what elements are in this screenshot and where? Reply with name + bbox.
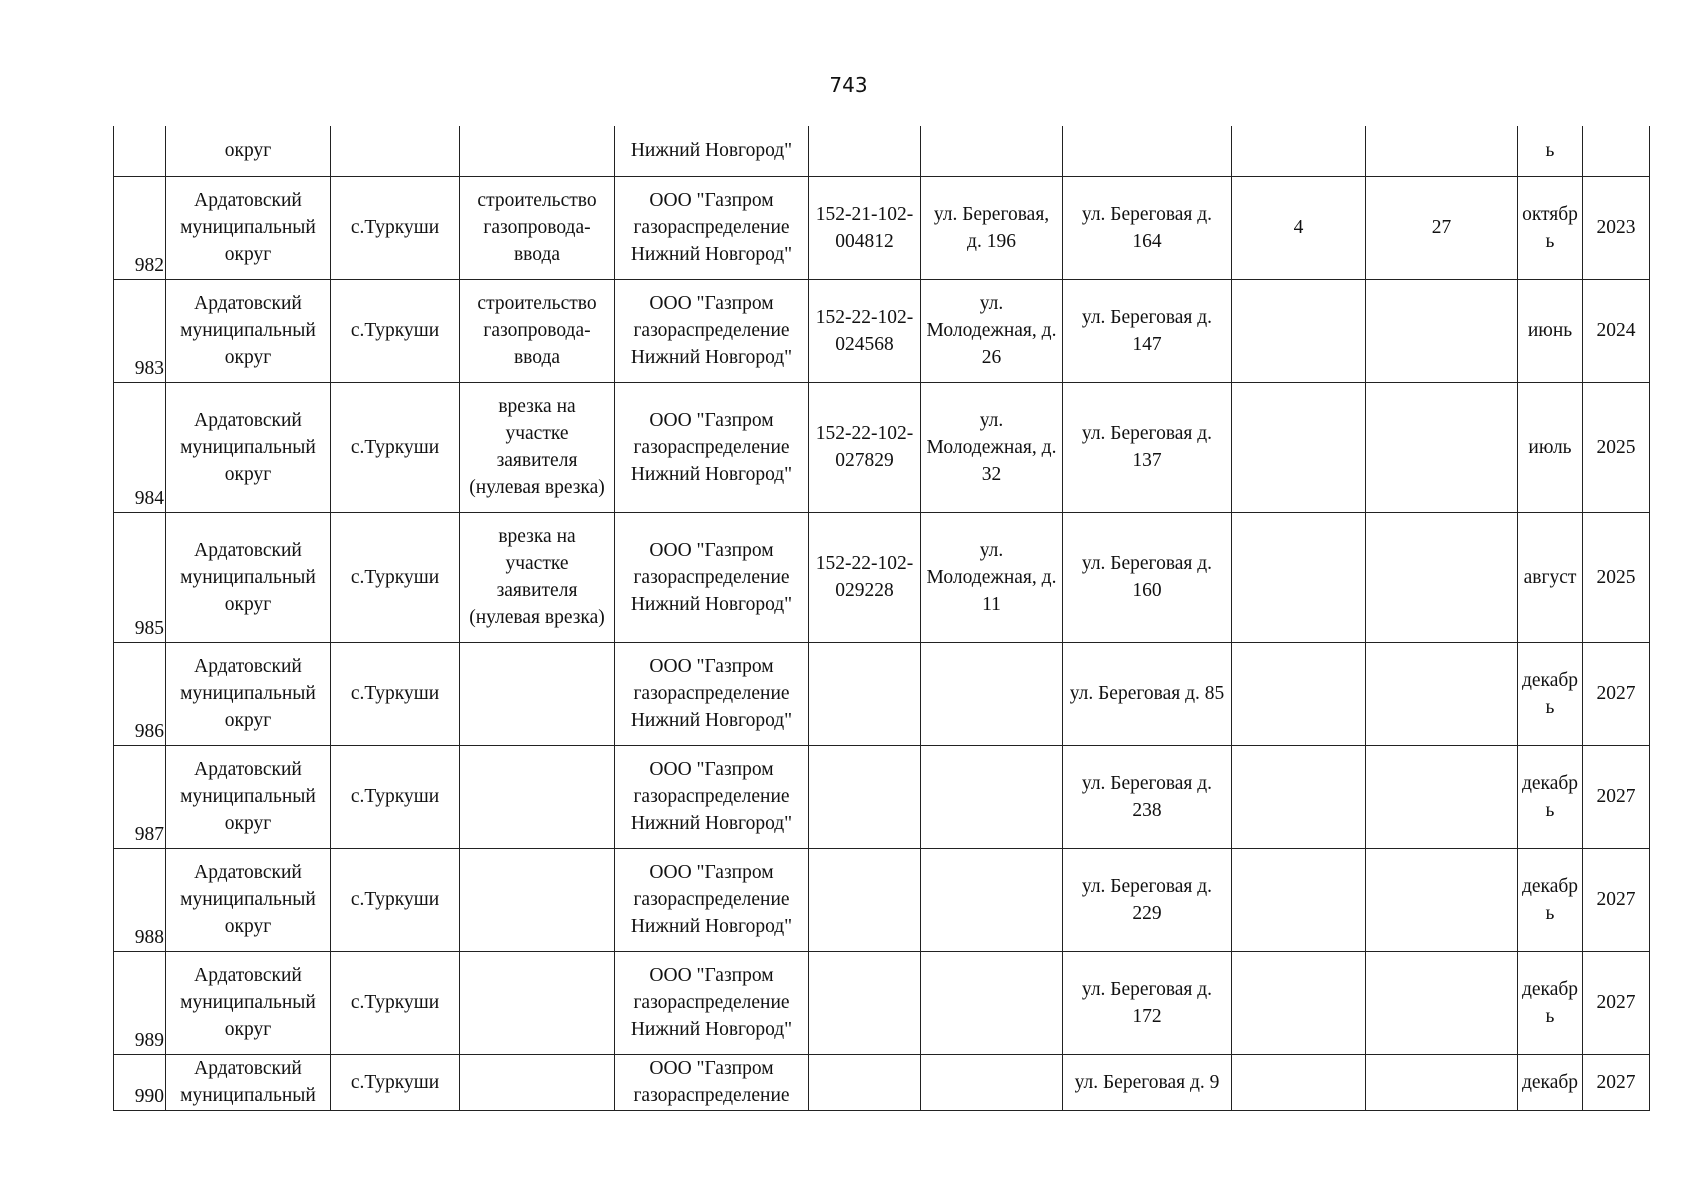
- table-row: [114, 642, 1650, 745]
- object-address-cell: [1063, 176, 1232, 279]
- district-cell: [166, 382, 331, 512]
- connection-address-cell: [921, 951, 1063, 1054]
- length-cell: [1366, 176, 1518, 279]
- length-cell: [1366, 382, 1518, 512]
- cell-line: Молодежная, д.: [926, 566, 1057, 588]
- month-cell: [1518, 382, 1583, 512]
- cell-line: участке: [505, 553, 569, 574]
- cell-line: газораспределение: [633, 683, 790, 704]
- cell-line: ь: [1545, 902, 1555, 924]
- cell-line: ь: [1545, 696, 1555, 718]
- row-number-cell: 987: [114, 745, 166, 848]
- row-number-cell: 986: [114, 642, 166, 745]
- work-type-cell: [460, 1054, 615, 1110]
- cell-line: Нижний Новгород": [630, 710, 793, 731]
- cell-line: 152-21-102-: [815, 203, 914, 225]
- cell-line: с.Туркуши: [350, 992, 440, 1013]
- locality-cell: [331, 1054, 460, 1110]
- cell-line: ул. Береговая д.: [1081, 978, 1213, 1000]
- connection-address-cell: [921, 1054, 1063, 1110]
- district-cell: [166, 745, 331, 848]
- work-type-cell: [460, 176, 615, 279]
- cell-line: Нижний Новгород": [630, 463, 793, 485]
- cell-line: 2024: [1596, 320, 1636, 341]
- cell-line: 2025: [1596, 566, 1636, 588]
- row-number-cell: 985: [114, 512, 166, 642]
- year-cell: [1583, 1054, 1650, 1110]
- district-cell: [166, 176, 331, 279]
- year-cell: [1583, 279, 1650, 382]
- table-row: [114, 1054, 1650, 1110]
- cell-line: газораспределение: [633, 217, 790, 238]
- quantity-cell: [1232, 745, 1366, 848]
- cell-line: с.Туркуши: [350, 1071, 440, 1093]
- object-address-cell: [1063, 512, 1232, 642]
- cell-line: с.Туркуши: [350, 566, 440, 588]
- cell-line: врезка на: [498, 526, 576, 547]
- month-cell: [1518, 176, 1583, 279]
- cell-line: 2027: [1596, 889, 1636, 910]
- cell-line: 4: [1293, 217, 1304, 238]
- cell-line: декабр: [1521, 978, 1579, 1000]
- length-cell: [1366, 642, 1518, 745]
- connection-address-cell: [921, 642, 1063, 745]
- work-type-cell: [460, 126, 615, 176]
- locality-cell: [331, 512, 460, 642]
- cell-line: 172: [1132, 1005, 1162, 1027]
- month-cell: [1518, 745, 1583, 848]
- row-number-cell: 990: [114, 1054, 166, 1110]
- organization-cell: [615, 512, 809, 642]
- quantity-cell: [1232, 382, 1366, 512]
- cell-line: ул. Береговая д. 9: [1074, 1071, 1220, 1093]
- year-cell: [1583, 126, 1650, 176]
- cell-line: ООО "Газпром: [649, 759, 774, 780]
- cell-line: ь: [1545, 1005, 1555, 1027]
- cell-line: 024568: [835, 333, 894, 355]
- district-cell: [166, 279, 331, 382]
- cell-line: (нулевая врезка): [469, 607, 605, 628]
- quantity-cell: [1232, 512, 1366, 642]
- quantity-cell: [1232, 126, 1366, 176]
- cell-line: Ардатовский: [194, 409, 302, 431]
- connection-address-cell: [921, 126, 1063, 176]
- connection-address-cell: [921, 848, 1063, 951]
- cell-line: ООО "Газпром: [649, 965, 774, 986]
- cell-line: Ардатовский: [194, 656, 302, 677]
- cell-line: округ: [224, 813, 272, 834]
- organization-cell: [615, 279, 809, 382]
- cell-line: ул. Береговая д.: [1081, 553, 1213, 574]
- length-cell: [1366, 745, 1518, 848]
- cell-line: ввода: [513, 244, 561, 265]
- cell-line: газораспределение: [633, 992, 790, 1013]
- cell-line: газораспределение: [633, 320, 790, 341]
- cell-line: (нулевая врезка): [469, 477, 605, 498]
- object-address-cell: [1063, 279, 1232, 382]
- cell-line: 2027: [1596, 683, 1636, 704]
- cell-line: 11: [982, 593, 1001, 615]
- locality-cell: [331, 642, 460, 745]
- cell-line: с.Туркуши: [350, 217, 440, 238]
- table-row: [114, 951, 1650, 1054]
- table-row: [114, 382, 1650, 512]
- work-type-cell: [460, 512, 615, 642]
- cell-line: ул.: [979, 293, 1004, 314]
- row-number-cell: 988: [114, 848, 166, 951]
- cell-line: декабр: [1521, 875, 1579, 897]
- length-cell: [1366, 1054, 1518, 1110]
- cell-line: газопровода-: [483, 320, 591, 341]
- locality-cell: [331, 951, 460, 1054]
- district-cell: [166, 642, 331, 745]
- table-row: [114, 176, 1650, 279]
- cell-line: Нижний Новгород": [630, 347, 793, 368]
- contract-number-cell: [809, 176, 921, 279]
- table-row: [114, 512, 1650, 642]
- length-cell: [1366, 279, 1518, 382]
- quantity-cell: [1232, 848, 1366, 951]
- cell-line: муниципальный: [180, 889, 316, 910]
- table-row: [114, 279, 1650, 382]
- quantity-cell: [1232, 1054, 1366, 1110]
- cell-line: 238: [1132, 799, 1162, 821]
- district-cell: [166, 848, 331, 951]
- year-cell: [1583, 176, 1650, 279]
- cell-line: ООО "Газпром: [649, 656, 774, 677]
- cell-line: Молодежная, д.: [926, 320, 1057, 341]
- contract-number-cell: [809, 382, 921, 512]
- cell-line: газораспределение: [633, 566, 790, 588]
- cell-line: строительство: [477, 190, 597, 211]
- year-cell: [1583, 951, 1650, 1054]
- district-cell: [166, 512, 331, 642]
- cell-line: с.Туркуши: [350, 436, 440, 458]
- cell-line: ь: [1545, 140, 1555, 162]
- cell-line: ООО "Газпром: [649, 539, 774, 561]
- cell-line: 2027: [1596, 1071, 1636, 1093]
- cell-line: 160: [1132, 580, 1162, 601]
- district-cell: [166, 1054, 331, 1110]
- cell-line: Нижний Новгород": [630, 244, 793, 265]
- work-type-cell: [460, 848, 615, 951]
- month-cell: [1518, 951, 1583, 1054]
- month-cell: [1518, 512, 1583, 642]
- cell-line: 004812: [835, 230, 894, 252]
- cell-line: 152-22-102-: [815, 306, 914, 328]
- connection-address-cell: [921, 382, 1063, 512]
- object-address-cell: [1063, 126, 1232, 176]
- cell-line: декабр: [1521, 1071, 1579, 1093]
- cell-line: газопровода-: [483, 217, 591, 238]
- cell-line: Ардатовский: [194, 759, 302, 780]
- cell-line: Нижний Новгород": [630, 140, 793, 162]
- year-cell: [1583, 642, 1650, 745]
- cell-line: с.Туркуши: [350, 889, 440, 910]
- cell-line: врезка на: [498, 396, 576, 417]
- cell-line: 137: [1132, 450, 1162, 471]
- cell-line: с.Туркуши: [350, 320, 440, 341]
- cell-line: июль: [1528, 436, 1572, 458]
- length-cell: [1366, 848, 1518, 951]
- quantity-cell: [1232, 642, 1366, 745]
- contract-number-cell: [809, 642, 921, 745]
- year-cell: [1583, 848, 1650, 951]
- contract-number-cell: [809, 951, 921, 1054]
- cell-line: муниципальный: [180, 436, 316, 458]
- work-type-cell: [460, 642, 615, 745]
- cell-line: округ: [224, 140, 272, 162]
- object-address-cell: [1063, 848, 1232, 951]
- year-cell: [1583, 512, 1650, 642]
- page-number: 743: [829, 73, 868, 97]
- object-address-cell: [1063, 642, 1232, 745]
- cell-line: ул.: [979, 539, 1004, 561]
- cell-line: ООО "Газпром: [649, 1058, 774, 1079]
- year-cell: [1583, 382, 1650, 512]
- cell-line: ул. Береговая д.: [1081, 772, 1213, 794]
- cell-line: 27: [1431, 217, 1452, 238]
- contract-number-cell: [809, 745, 921, 848]
- cell-line: муниципальный: [180, 992, 316, 1013]
- connection-address-cell: [921, 512, 1063, 642]
- cell-line: заявителя: [496, 450, 578, 471]
- cell-line: округ: [224, 1019, 272, 1040]
- organization-cell: [615, 126, 809, 176]
- quantity-cell: [1232, 951, 1366, 1054]
- cell-line: ООО "Газпром: [649, 293, 774, 314]
- month-cell: [1518, 642, 1583, 745]
- length-cell: [1366, 126, 1518, 176]
- length-cell: [1366, 512, 1518, 642]
- district-cell: [166, 951, 331, 1054]
- cell-line: 229: [1132, 902, 1162, 924]
- cell-line: Ардатовский: [194, 539, 302, 561]
- cell-line: Ардатовский: [194, 862, 302, 883]
- table-row: [114, 126, 1650, 176]
- cell-line: газораспределение: [633, 1085, 790, 1106]
- cell-line: ООО "Газпром: [649, 409, 774, 431]
- cell-line: Нижний Новгород": [630, 593, 793, 615]
- cell-line: ул. Береговая д. 85: [1069, 683, 1225, 704]
- cell-line: ь: [1545, 799, 1555, 821]
- cell-line: 152-22-102-: [815, 553, 914, 574]
- cell-line: ул. Береговая д.: [1081, 203, 1213, 225]
- cell-line: 147: [1132, 333, 1162, 355]
- cell-line: 26: [981, 347, 1002, 368]
- organization-cell: [615, 951, 809, 1054]
- cell-line: Ардатовский: [194, 293, 302, 314]
- locality-cell: [331, 382, 460, 512]
- cell-line: ООО "Газпром: [649, 862, 774, 883]
- connection-address-cell: [921, 176, 1063, 279]
- cell-line: муниципальный: [180, 320, 316, 341]
- cell-line: декабр: [1521, 669, 1579, 691]
- cell-line: округ: [224, 710, 272, 731]
- contract-number-cell: [809, 1054, 921, 1110]
- locality-cell: [331, 176, 460, 279]
- district-cell: [166, 126, 331, 176]
- cell-line: ул. Береговая д.: [1081, 423, 1213, 444]
- organization-cell: [615, 1054, 809, 1110]
- contract-number-cell: [809, 279, 921, 382]
- cell-line: 2023: [1596, 217, 1636, 238]
- cell-line: округ: [224, 593, 272, 615]
- object-address-cell: [1063, 1054, 1232, 1110]
- cell-line: ь: [1545, 230, 1555, 252]
- contract-number-cell: [809, 848, 921, 951]
- object-address-cell: [1063, 745, 1232, 848]
- contract-number-cell: [809, 512, 921, 642]
- work-type-cell: [460, 279, 615, 382]
- cell-line: округ: [224, 244, 272, 265]
- cell-line: декабр: [1521, 772, 1579, 794]
- table-row: [114, 745, 1650, 848]
- locality-cell: [331, 848, 460, 951]
- month-cell: [1518, 126, 1583, 176]
- length-cell: [1366, 951, 1518, 1054]
- cell-line: округ: [224, 347, 272, 368]
- cell-line: 2025: [1596, 436, 1636, 458]
- row-number-cell: 989: [114, 951, 166, 1054]
- cell-line: август: [1523, 566, 1577, 588]
- cell-line: Нижний Новгород": [630, 813, 793, 834]
- cell-line: ул.: [979, 409, 1004, 431]
- locality-cell: [331, 126, 460, 176]
- data-table: [113, 126, 1650, 1111]
- organization-cell: [615, 848, 809, 951]
- cell-line: муниципальный: [180, 786, 316, 807]
- cell-line: с.Туркуши: [350, 683, 440, 704]
- object-address-cell: [1063, 951, 1232, 1054]
- cell-line: округ: [224, 916, 272, 937]
- organization-cell: [615, 745, 809, 848]
- cell-line: 027829: [835, 450, 894, 471]
- cell-line: 2027: [1596, 992, 1636, 1013]
- cell-line: 029228: [835, 580, 894, 601]
- cell-line: д. 196: [967, 230, 1016, 252]
- row-number-cell: 984: [114, 382, 166, 512]
- connection-address-cell: [921, 279, 1063, 382]
- cell-line: газораспределение: [633, 436, 790, 458]
- cell-line: Молодежная, д.: [926, 436, 1057, 458]
- work-type-cell: [460, 382, 615, 512]
- cell-line: строительство: [477, 293, 597, 314]
- row-number-cell: 983: [114, 279, 166, 382]
- cell-line: муниципальный: [180, 566, 316, 588]
- contract-number-cell: [809, 126, 921, 176]
- quantity-cell: [1232, 279, 1366, 382]
- cell-line: газораспределение: [633, 786, 790, 807]
- cell-line: октябр: [1522, 203, 1578, 225]
- month-cell: [1518, 1054, 1583, 1110]
- table-row: [114, 848, 1650, 951]
- month-cell: [1518, 279, 1583, 382]
- cell-line: 164: [1132, 230, 1162, 252]
- connection-address-cell: [921, 745, 1063, 848]
- cell-line: муниципальный: [180, 683, 316, 704]
- cell-line: Нижний Новгород": [630, 1019, 793, 1040]
- cell-line: Ардатовский: [194, 190, 302, 211]
- organization-cell: [615, 642, 809, 745]
- work-type-cell: [460, 745, 615, 848]
- month-cell: [1518, 848, 1583, 951]
- cell-line: ул. Береговая д.: [1081, 306, 1213, 328]
- work-type-cell: [460, 951, 615, 1054]
- cell-line: муниципальный: [180, 217, 316, 238]
- cell-line: ООО "Газпром: [649, 190, 774, 211]
- organization-cell: [615, 382, 809, 512]
- cell-line: 2027: [1596, 786, 1636, 807]
- cell-line: июнь: [1527, 320, 1573, 341]
- cell-line: Ардатовский: [194, 1058, 302, 1079]
- cell-line: 32: [981, 463, 1002, 485]
- row-number-cell: 982: [114, 176, 166, 279]
- row-number-cell: [114, 126, 166, 176]
- cell-line: газораспределение: [633, 889, 790, 910]
- cell-line: ввода: [513, 347, 561, 368]
- cell-line: ул. Береговая д.: [1081, 875, 1213, 897]
- cell-line: ул. Береговая,: [933, 203, 1050, 225]
- locality-cell: [331, 745, 460, 848]
- quantity-cell: [1232, 176, 1366, 279]
- cell-line: с.Туркуши: [350, 786, 440, 807]
- cell-line: участке: [505, 423, 569, 444]
- organization-cell: [615, 176, 809, 279]
- cell-line: 152-22-102-: [815, 423, 914, 444]
- cell-line: муниципальный: [180, 1085, 316, 1106]
- object-address-cell: [1063, 382, 1232, 512]
- cell-line: заявителя: [496, 580, 578, 601]
- year-cell: [1583, 745, 1650, 848]
- cell-line: Ардатовский: [194, 965, 302, 986]
- cell-line: Нижний Новгород": [630, 916, 793, 937]
- locality-cell: [331, 279, 460, 382]
- cell-line: округ: [224, 463, 272, 485]
